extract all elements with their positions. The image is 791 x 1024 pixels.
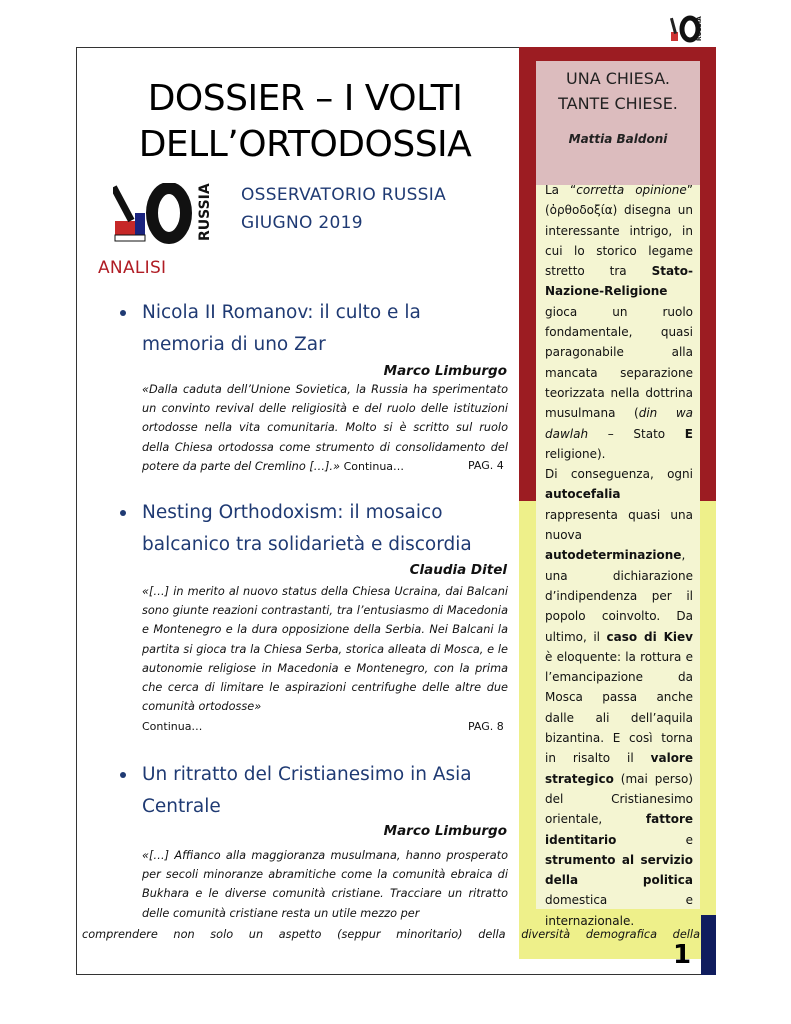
corner-logo	[669, 14, 709, 44]
organization-info	[241, 181, 446, 237]
sidebar-navy-band	[701, 915, 716, 975]
article-3-excerpt-continued: comprendere non solo un aspetto (seppur minoritario) della diversità demografica della	[82, 928, 700, 941]
article-2-title[interactable]: Nesting Orthodoxism: il mosaico balcanico tra solidarietà e discordia	[142, 502, 472, 555]
bullet-icon	[120, 772, 126, 778]
sidebar-paragraph-1: La “corretta opinione” (ὀρθοδοξία) disegna un interessante intrigo, in cui lo storico legame stretto tra Stato-Nazione-Religione gioca un ruolo fondamentale, quasi paragonabile alla mancata separazione teorizzata nella dottrina musulmana (din wa dawlah – Stato E religione).	[545, 183, 693, 461]
article-3-author: Marco Limburgo	[383, 823, 507, 839]
organization-name: OSSERVATORIO RUSSIA	[241, 185, 446, 205]
article-3-title[interactable]: Un ritratto del Cristianesimo in Asia Centrale	[142, 764, 472, 817]
sidebar-author: Mattia Baldoni	[568, 132, 668, 146]
article-2-page: PAG. 8	[468, 720, 504, 733]
bullet-icon	[120, 510, 126, 516]
article-1-continue-link[interactable]: Continua…	[343, 459, 405, 473]
article-2-excerpt: «[…] in merito al nuovo status della Chiesa Ucraina, dai Balcani sono giunte reazioni contrastanti, tra l’entusiasmo di Macedonia e Montenegro e la dura opposizione della Serbia. Nei Balcani la partita si gioca tra la Chiesa Serba, storica alleata di Mosca, e le autonomie religiose in Macedonia e Montenegro, con la prima che cerca di limitare le aspirazioni centrifughe delle altre due comunità ortodosse»	[142, 585, 508, 714]
section-label: ANALISI	[98, 258, 167, 278]
article-1-title[interactable]: Nicola II Romanov: il culto e la memoria di uno Zar	[142, 302, 421, 355]
article-1-author: Marco Limburgo	[383, 363, 507, 379]
page-title: DOSSIER – I VOLTI DELL’ORTODOSSIA	[138, 78, 472, 165]
sidebar-paragraph-2: Di conseguenza, ogni autocefalia rappresenta quasi una nuova autodeterminazione, una dichiarazione d’indipendenza per il popolo coinvolto. Da ultimo, il caso di Kiev è eloquente: la rottura e l’emancipazione da Mosca passa anche dalle ali dell’aquila bizantina. E così torna in risalto il valore strategico (mai perso) del Cristianesimo orientale, fattore identitario e strumento al servizio della politica domestica e internazionale.	[545, 467, 693, 928]
sidebar-body	[545, 180, 693, 931]
bullet-icon	[120, 310, 126, 316]
svg-text:RUSSIA: RUSSIA	[696, 16, 703, 41]
article-3-excerpt: «[…] Affianco alla maggioranza musulmana, hanno prosperato per secoli minoranze abramitiche come la comunità ebraica di Bukhara e le diverse comunità cristiane. Tracciare un ritratto delle comunità cristiane resta un utile mezzo per	[142, 849, 508, 920]
sidebar-title: UNA CHIESA. TANTE CHIESE.	[558, 69, 678, 113]
article-2-author: Claudia Ditel	[409, 562, 507, 578]
issue-date: GIUGNO 2019	[241, 213, 363, 233]
article-1-page: PAG. 4	[468, 459, 504, 472]
sidebar	[519, 47, 716, 975]
article-2-continue-link[interactable]: Continua…	[142, 720, 203, 733]
svg-text:RUSSIA: RUSSIA	[197, 183, 213, 241]
page-number: 1	[673, 940, 692, 970]
osservatorio-logo	[113, 183, 217, 245]
article-1-excerpt: «Dalla caduta dell’Unione Sovietica, la Russia ha sperimentato un convinto revival delle religiosità e del ruolo delle istituzioni ortodosse nella vita comunitaria. Molto si è scritto sul ruolo della Chiesa ortodossa come strumento di consolidamento del potere da parte del Cremlino […].» Continua…	[142, 383, 508, 473]
